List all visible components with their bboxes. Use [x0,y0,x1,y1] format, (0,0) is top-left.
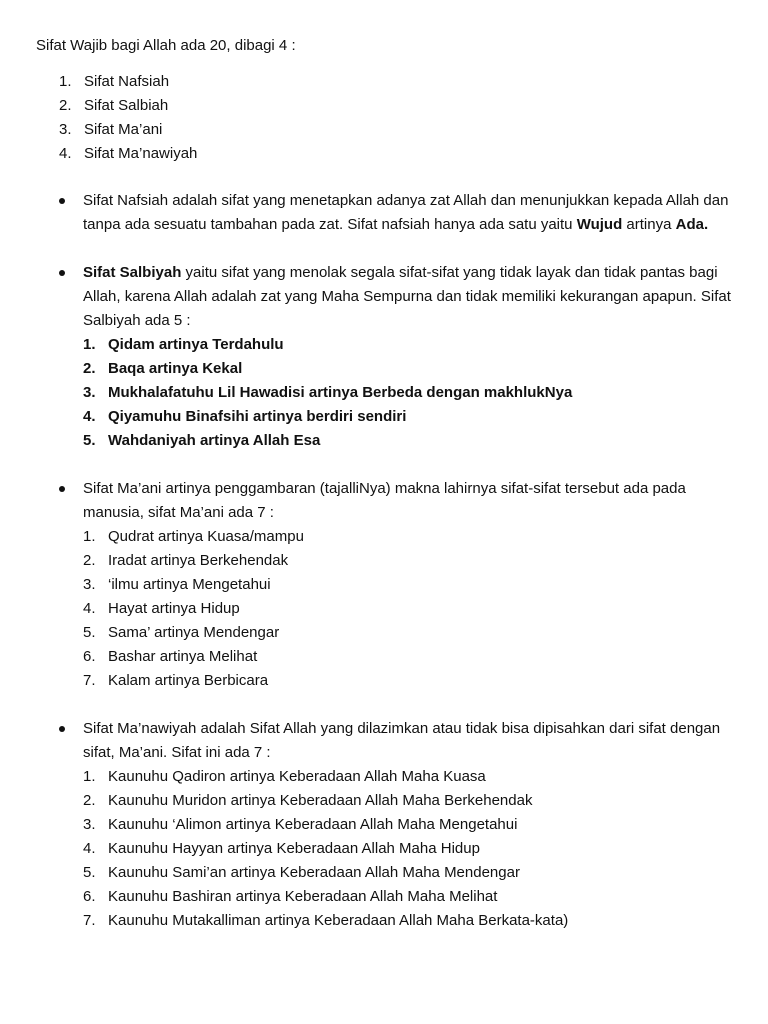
nafsiah-paragraph [83,189,731,237]
list-text: Sama’ artinya Mendengar [108,624,280,641]
list-item [83,549,731,573]
list-item [59,70,197,94]
nafsiah-section [59,189,731,237]
list-text: Iradat artinya Berkehendak [108,552,289,569]
list-item [83,597,731,621]
list-text: Kaunuhu Bashiran artinya Keberadaan Allah Maha Melihat [108,888,498,905]
list-text: Bashar artinya Melihat [108,648,258,665]
list-text: Kaunuhu Mutakalliman artinya Keberadaan Allah Maha Berkata-kata) [108,912,569,929]
list-item [59,118,197,142]
list-item [83,645,731,669]
bullet-icon [59,270,65,276]
list-number: 2. [83,792,96,809]
list-number: 3. [83,816,96,833]
list-number: 2. [59,97,72,114]
list-text: Kaunuhu Hayyan artinya Keberadaan Allah Maha Hidup [108,840,480,857]
list-item [83,885,731,909]
list-item [83,573,731,597]
nafsiah-bold-ada: Ada. [675,216,709,233]
list-item [83,405,731,429]
list-text: Kalam artinya Berbicara [108,672,269,689]
list-text: Sifat Ma’nawiyah [84,145,198,162]
list-number: 7. [83,672,96,689]
list-item [83,333,731,357]
list-item [83,429,731,453]
salbiyah-text: yaitu sifat yang menolak segala sifat-sifat yang tidak layak dan tidak pantas bagi Allah, karena Allah adalah zat yang Maha Sempurna dan tidak memiliki kekurangan apapun. Sifat Salbiyah ada 5 : [83,264,731,329]
list-item [83,789,731,813]
list-text: Qudrat artinya Kuasa/mampu [108,528,304,545]
list-number: 1. [59,73,72,90]
list-number: 1. [83,528,96,545]
list-item [83,813,731,837]
list-number: 3. [59,121,72,138]
list-text: Sifat Salbiah [84,97,169,114]
intro-text: Sifat Wajib bagi Allah ada 20, dibagi 4 : [36,37,296,54]
list-item [83,861,731,885]
list-item [83,525,731,549]
list-text: Sifat Ma’ani [84,121,163,138]
list-text: Kaunuhu Qadiron artinya Keberadaan Allah Maha Kuasa [108,768,486,785]
list-item [83,357,731,381]
list-number: 5. [83,624,96,641]
list-item [83,669,731,693]
list-item [83,909,731,933]
list-number: 1. [83,336,96,353]
list-number: 3. [83,384,96,401]
list-number: 6. [83,888,96,905]
list-number: 6. [83,648,96,665]
manawiyah-list [83,765,731,933]
list-item [59,94,197,118]
list-text: Kaunuhu ‘Alimon artinya Keberadaan Allah Maha Mengetahui [108,816,518,833]
maani-section [59,477,731,693]
manawiyah-section [59,717,731,933]
list-text: ‘ilmu artinya Mengetahui [108,576,271,593]
list-text: Kaunuhu Sami’an artinya Keberadaan Allah Maha Mendengar [108,864,520,881]
maani-paragraph: Sifat Ma’ani artinya penggambaran (tajalliNya) makna lahirnya sifat-sifat tersebut ada pada manusia, sifat Ma’ani ada 7 : [83,480,686,521]
list-text: Hayat artinya Hidup [108,600,240,617]
salbiyah-section [59,261,731,453]
list-number: 2. [83,552,96,569]
salbiyah-bold-title: Sifat Salbiyah [83,264,182,281]
nafsiah-bold-wujud: Wujud [576,216,623,233]
bullet-icon [59,198,65,204]
nafsiah-text-2: artinya [622,216,676,233]
list-item [83,837,731,861]
main-list [59,70,197,166]
list-item [59,142,197,166]
list-item [83,765,731,789]
list-number: 4. [83,600,96,617]
list-number: 2. [83,360,96,377]
list-text: Mukhalafatuhu Lil Hawadisi artinya Berbeda dengan makhlukNya [108,384,573,401]
list-item [83,621,731,645]
list-number: 4. [83,408,96,425]
list-number: 7. [83,912,96,929]
bullet-icon [59,726,65,732]
list-number: 4. [59,145,72,162]
list-number: 4. [83,840,96,857]
list-text: Sifat Nafsiah [84,73,170,90]
nafsiah-text: Sifat Nafsiah adalah sifat yang menetapkan adanya zat Allah dan menunjukkan kepada Allah dan tanpa ada sesuatu tambahan pada zat. Sifat nafsiah hanya ada satu yaitu [83,192,729,233]
list-text: Qidam artinya Terdahulu [108,336,284,353]
list-text: Baqa artinya Kekal [108,360,243,377]
maani-list [83,525,731,693]
list-text: Wahdaniyah artinya Allah Esa [108,432,321,449]
bullet-icon [59,486,65,492]
list-text: Kaunuhu Muridon artinya Keberadaan Allah Maha Berkehendak [108,792,533,809]
list-number: 1. [83,768,96,785]
list-number: 5. [83,864,96,881]
list-item [83,381,731,405]
list-number: 5. [83,432,96,449]
manawiyah-paragraph: Sifat Ma’nawiyah adalah Sifat Allah yang dilazimkan atau tidak bisa dipisahkan dari sifat dengan sifat, Ma’ani. Sifat ini ada 7 : [83,720,721,761]
list-text: Qiyamuhu Binafsihi artinya berdiri sendiri [108,408,407,425]
list-number: 3. [83,576,96,593]
salbiyah-paragraph [83,261,731,333]
salbiyah-list [83,333,731,453]
